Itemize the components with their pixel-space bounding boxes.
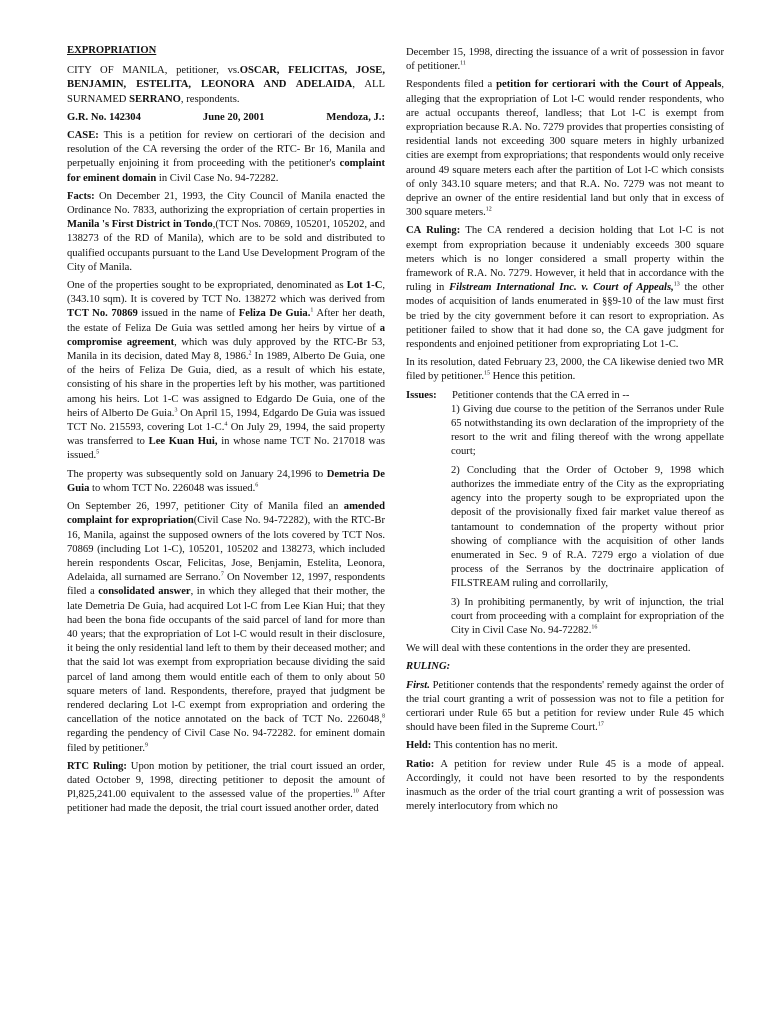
held-label: Held: [406, 740, 432, 752]
footnote-ref: 7 [220, 571, 224, 578]
case-paragraph: CASE: This is a petition for review on certiorari of the decision and resolution of the CA reversing the order of the RTC- Br 16, Manila and perpetually enjoining it from proceeding with the petitioner's complaint for eminent domain in Civil Case No. 94-72282. [67, 130, 385, 184]
doc-title: EXPROPRIATION [67, 45, 157, 56]
footnote-ref: 1 [310, 307, 314, 314]
gr-number: G.R. No. 142304 [67, 111, 141, 123]
issues-label: Issues: [406, 389, 437, 401]
ca-ruling-paragraph: CA Ruling: The CA rendered a decision holding that Lot l-C is not exempt from expropriation because it undeniably exceeds 300 square meters which is no longer considered a small property within the framework of R.A. No. 7279. However, it held that in accordance with the ruling in Filstream International Inc. v. Court of Appeals,$^{13}$ the other modes of acquisition of lands enumerated in §§9-10 of the law must first be tried by the city government before it can resort to expropriation. As petitioner failed to show that it had done so, the CA gave judgment for respondents and enjoined petitioner from expropriating Lot 1-C. [406, 225, 724, 351]
ca-label: CA Ruling: [406, 225, 461, 237]
first-label: First. [406, 679, 430, 691]
ruling-heading: RULING: [406, 661, 451, 673]
issues-row [406, 389, 724, 403]
footnote-ref: 5 [96, 449, 100, 456]
deal-paragraph: We will deal with these contentions in the order they are presented. [406, 643, 691, 655]
petitioner-name: CITY OF MANILA [67, 65, 165, 77]
ratio-label: Ratio: [406, 758, 435, 770]
left-column [67, 44, 385, 821]
resolution-paragraph: In its resolution, dated February 23, 2000, the CA likewise denied two MR filed by petitioner.$^{15}$ Hence this petition. [406, 357, 724, 383]
ratio-paragraph: Ratio: A petition for review under Rule 45 is a mode of appeal. Accordingly, it could not have been resorted to by the respondents inasmuch as the order of the trial court granting a writ of possession was merely interlocutory from which no [406, 758, 724, 813]
issue-3: 3) In prohibiting permanently, by writ of injunction, the trial court from proceeding with a complaint for expropriation of the City in Civil Case No. 94-72282.16 [451, 596, 724, 636]
justice: Mendoza, J.: [326, 111, 385, 123]
footnote-ref: 13 [673, 281, 680, 288]
footnote-ref: 9 [144, 742, 148, 749]
rtc-label: RTC Ruling: [67, 760, 127, 772]
sale-paragraph: The property was subsequently sold on January 24,1996 to Demetria De Guia to whom TCT No. 226048 was issued.$^6$ [67, 468, 385, 494]
issues-intro: Petitioner contends that the CA erred in -- [452, 389, 630, 401]
footnote-ref: 15 [483, 370, 490, 377]
respondents-names: OSCAR, FELICITAS, JOSE, BENJAMIN, ESTELITA, LEONORA AND ADELAIDA [67, 65, 386, 91]
footnote-ref: 12 [485, 206, 492, 213]
respondent-role: , respondents. [180, 93, 240, 105]
parties [67, 64, 385, 107]
facts-paragraph: Facts: On December 21, 1993, the City Council of Manila enacted the Ordinance No. 7833, authorizing the expropriation of certain properties in Manila 's First District in Tondo,(TCT Nos. 70869, 105201, 105202, and 138273 of the RD of Manila), which are to be sold and distributed to qualified occupants pursuant to the Land Use Development Program of the City of Manila. [67, 190, 385, 273]
gr-row [67, 111, 385, 125]
issue-2: 2) Concluding that the Order of October 9, 1998 which authorizes the immediate entry of the City as the expropriating agency into the property sough to be expropriated upon the deposit of the provisionally fixed fair market value thereof as tantamount to condemnation of the property without prior showing of compliance with the acquisition of other lands enumerated in Sec. 9 of R.A. 7279 ergo a violation of due process of the Serranos by the doctrinaire application of FILSTREAM ruling and corrollarily, [451, 464, 724, 590]
footnote-ref: 6 [255, 482, 259, 489]
lot-paragraph: One of the properties sought to be expropriated, denominated as Lot 1-C, (343.10 sqm). It is covered by TCT No. 138272 which was derived from TCT No. 70869 issued in the name of Feliza De Guia.$^1$ After her death, the estate of Feliza De Guia was settled among her heirs by virtue of a compromise agreement, which was duly approved by the RTC-Br 53, Manila in its decision, dated May 8, 1986.$^2$ In 1989, Alberto De Guia, one of the heirs of Feliza De Guia, died, as a result of which his estate, consisting of his share in the properties left by his mother, was partitioned among his heirs. Lot 1-C was assigned to Edgardo De Guia, one of the heirs of Alberto De Guia.$^3$ On April 15, 1994, Edgardo De Guia was issued TCT No. 215593, covering Lot 1-C.$^4$ On July 29, 1994, the said property was transferred to Lee Kuan Hui, in whose name TCT No. 217018 was issued.$^5$ [67, 280, 386, 462]
continued-paragraph: December 15, 1998, directing the issuance of a writ of possession in favor of petitioner.$^{11}$ [406, 47, 724, 73]
rtc-ruling-paragraph: RTC Ruling: Upon motion by petitioner, the trial court issued an order, dated October 9, 1998, directing petitioner to deposit the amount of Pl,825,241.00 equivalent to the assessed value of the properties.$^{10}$ After petitioner had made the deposit, the trial court issued another order, dated [67, 760, 385, 815]
footnote-ref: 2 [248, 350, 252, 357]
footnote-ref: 10 [352, 788, 359, 795]
gr-date: June 20, 2001 [202, 111, 265, 123]
all-surnamed: , ALL SURNAMED [67, 79, 385, 105]
footnote-ref: 4 [224, 421, 228, 428]
case-label: CASE: [67, 130, 99, 142]
first-paragraph: First. Petitioner contends that the respondents' remedy against the order of the trial court granting a writ of possession was not to file a petition for certiorari under Rule 65 but a petition for review under Rule 45 which should have been filed in the Supreme Court.$^{17}$ [406, 679, 724, 734]
respondents-surname: SERRANO [129, 93, 181, 105]
petitioner-role: , petitioner, vs. [164, 65, 240, 77]
footnote-ref: 11 [460, 60, 466, 67]
right-column [406, 46, 724, 818]
footnote-ref: 17 [597, 721, 604, 728]
held-paragraph: Held: This contention has no merit. [406, 740, 558, 752]
respondents-petition-paragraph: Respondents filed a petition for certiorari with the Court of Appeals, alleging that the expropriation of Lot l-C would render respondents, who are actual occupants thereof, landless; that Lot l-C is exempt from expropriation because R.A. No. 7279 provides that properties consisting of residential lands not exceeding 300 square meters in highly urbanized cities are exempt from expropriations; that respondents would only receive around 49 square meters each after the partition of Lot l-C which consists of only 343.10 square meters; and that R.A. No. 7279 was not meant to deprive an owner of the entire residential land but only that in excess of 300 square meters.$^{12}$ [406, 79, 724, 219]
facts-label: Facts: [67, 190, 95, 202]
footnote-ref: 8 [382, 713, 385, 720]
issue-1: 1) Giving due course to the petition of the Serranos under Rule 65 notwithstanding its own declaration of the impropriety of the resort to the writ and filing thereof with the wrong appellate court; [451, 403, 724, 458]
footnote-ref: 3 [174, 407, 178, 414]
footnote-ref: 16 [591, 624, 598, 631]
complaint-paragraph: On September 26, 1997, petitioner City of Manila filed an amended complaint for expropriation(Civil Case No. 94-72282), with the RTC-Br 16, Manila, against the supposed owners of the lots covered by TCT Nos. 70869 (including Lot 1-C), 105201, 105202 and 138273, which included herein respondents Oscar, Felicitas, Jose, Benjamin, Estelita, Leonora, Adelaida, all surnamed are Serrano.$^7$ On November 12, 1997, respondents filed a consolidated answer, in which they alleged that their mother, the late Demetria De Guia, had acquired Lot l-C from Lee Kian Hui; that they had been the bona fide occupants of the said parcel of land for more than 40 years; that the expropriation of Lot l-C would result in their disclosure, it being the only residential land left to them by their deceased mother; and that the said lot was exempt from expropriation because dividing the said parcel of land among them would entitle each of them to only about 50 square meters of land. Respondents, therefore, prayed that judgment be rendered declaring Lot l-C exempt from expropriation and ordering the cancellation of the notice annotated on the back of TCT No. 226048,$^8$ regarding the pendency of Civil Case No. 94-72282. for eminent domain filed by petitioner.$^9$ [67, 501, 386, 754]
